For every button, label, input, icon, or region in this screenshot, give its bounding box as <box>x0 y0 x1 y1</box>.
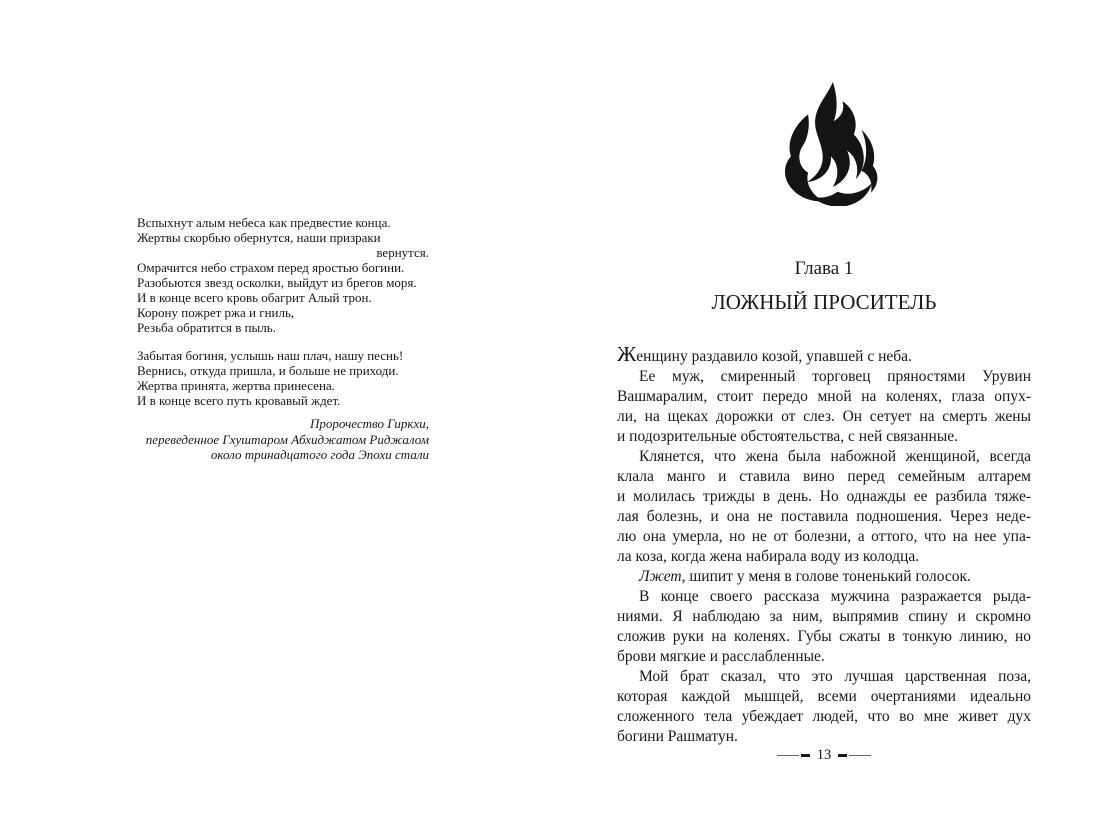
flame-icon <box>772 82 888 206</box>
body-line: ниями. Я наблюдаю за ним, выпрямив спину и скромно <box>617 608 1031 625</box>
body-line: лая болезнь, и она не поставила подношения. Через неде- <box>617 508 1031 525</box>
body-line: лю она умерла, но не от болезни, а оттого, что на нее упа- <box>617 528 1031 545</box>
page-number-ornament-right <box>838 754 871 757</box>
poem-line: Жертвы скорбью обернутся, наши призраки <box>137 230 381 245</box>
poem-stanza-1 <box>137 215 429 335</box>
poem-line: И в конце всего путь кровавый ждет. <box>137 393 341 408</box>
poem-attribution <box>137 416 429 463</box>
body-line: брови мягкие и расслабленные. <box>617 648 825 665</box>
body-line: В конце своего рассказа мужчина разражается рыда- <box>639 588 1031 605</box>
poem-line: Разобьются звезд осколки, выйдут из брегов моря. <box>137 275 417 290</box>
body-line: Клянется, что жена была набожной женщиной, всегда <box>639 448 1031 465</box>
poem-line: Вернись, откуда пришла, и больше не приходи. <box>137 363 399 378</box>
body-line: Вашмаралим, стоит передо мной на коленях, глаза опух- <box>617 388 1031 405</box>
body-line: и молилась трижды в день. Но однажды ее разбила тяже- <box>617 488 1031 505</box>
poem-line: Омрачится небо страхом перед яростью богини. <box>137 260 405 275</box>
body-line: Лжет, шипит у меня в голове тоненький голосок. <box>639 568 971 585</box>
body-line: Мой брат сказал, что это лучшая царственная поза, <box>639 668 1031 685</box>
page-number: 13 <box>816 747 832 763</box>
epigraph-poem <box>137 215 429 463</box>
poem-line: Корону пожрет ржа и гниль, <box>137 305 295 320</box>
attribution-line: Пророчество Гиркхи, <box>310 416 429 431</box>
poem-stanza-2 <box>137 348 429 408</box>
chapter-title: ЛОЖНЫЙ ПРОСИТЕЛЬ <box>711 290 937 314</box>
chapter-heading <box>617 257 1031 314</box>
poem-line: Резьба обратится в пыль. <box>137 320 276 335</box>
poem-line: И в конце всего кровь обагрит Алый трон. <box>137 290 372 305</box>
body-line: ла коза, когда жена набирала воду из колодца. <box>617 548 920 565</box>
poem-line: Вспыхнут алым небеса как предвестие конца. <box>137 215 391 230</box>
body-line: клала манго и ставила вино перед семейным алтарем <box>617 468 1031 485</box>
attribution-line: переведенное Гхуштаром Абхиджатом Риджалом <box>145 431 429 447</box>
body-line: Женщину раздавило козой, упавшей с неба. <box>617 342 912 366</box>
body-line: Ее муж, смиренный торговец пряностями Урувин <box>639 368 1031 385</box>
page-number-ornament-left <box>777 754 810 757</box>
body-line: и подозрительные обстоятельства, с ней связанные. <box>617 428 958 445</box>
body-line: сложенного тела убеждает людей, что во мне живет дух <box>617 708 1031 725</box>
initial-letter: Ж <box>617 342 637 366</box>
body-line: богини Рашматун. <box>617 728 738 745</box>
page-number-footer <box>617 746 1031 764</box>
chapter-number: Глава 1 <box>794 258 854 279</box>
body-line: сложив руки на коленях. Губы сжаты в тонкую линию, но <box>617 628 1031 645</box>
body-line: ли, на щеках дорожки от слез. Он сетует на смерть жены <box>617 408 1031 425</box>
attribution-line: около тринадцатого года Эпохи стали <box>210 447 429 462</box>
poem-line: Жертва принята, жертва принесена. <box>137 378 335 393</box>
poem-line: вернутся. <box>376 245 429 260</box>
body-text <box>617 342 1031 747</box>
body-line: которая каждой мышцей, всеми очертаниями идеально <box>617 688 1031 705</box>
poem-line: Забытая богиня, услышь наш плач, нашу песнь! <box>137 348 404 363</box>
